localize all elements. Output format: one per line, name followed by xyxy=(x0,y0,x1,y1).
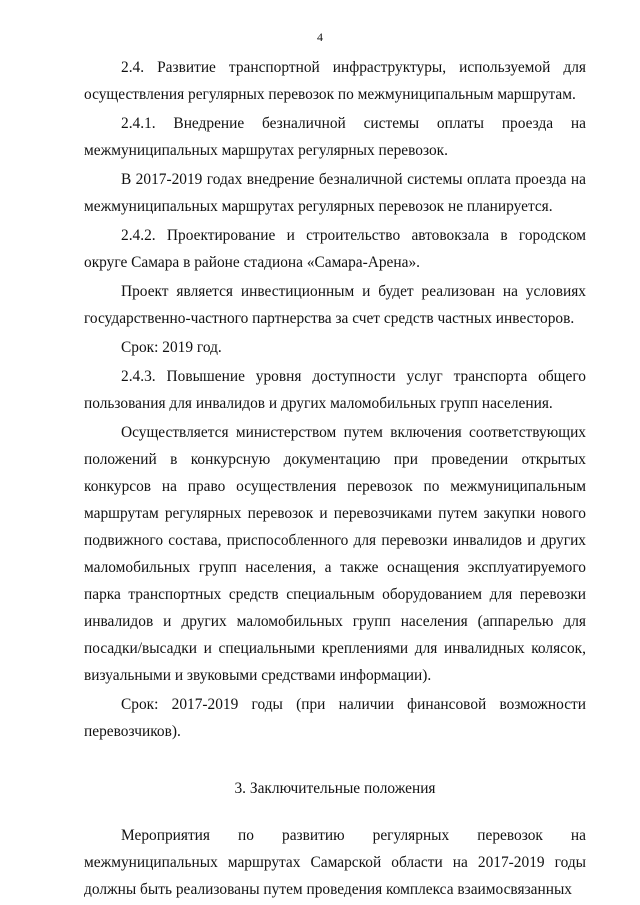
paragraph-2-4-2-text: Проект является инвестиционным и будет реализован на условиях государственно-частного партнерства за счет средств частных инвесторов. xyxy=(84,283,586,327)
paragraph-2-4-1: 2.4.1. Внедрение безналичной системы оплаты проезда на межмуниципальных маршрутах регулярных перевозок. xyxy=(84,115,586,159)
paragraph-2-4-3-deadline: Срок: 2017-2019 годы (при наличии финансовой возможности перевозчиков). xyxy=(84,696,586,740)
section-3-heading: 3. Заключительные положения xyxy=(234,780,436,797)
page-number: 4 xyxy=(317,30,323,44)
paragraph-2-4: 2.4. Развитие транспортной инфраструктуры, используемой для осуществления регулярных перевозок по межмуниципальным маршрутам. xyxy=(84,59,586,103)
document-body xyxy=(84,54,586,903)
paragraph-2-4-1-text: В 2017-2019 годах внедрение безналичной системы оплата проезда на межмуниципальных маршрутах регулярных перевозок не планируется. xyxy=(84,171,586,215)
paragraph-2-4-2-deadline: Срок: 2019 год. xyxy=(121,339,222,356)
paragraph-2-4-2: 2.4.2. Проектирование и строительство автовокзала в городском округе Самара в районе стадиона «Самара-Арена». xyxy=(84,227,586,271)
paragraph-2-4-3-text: Осуществляется министерством путем включения соответствующих положений в конкурсную документацию при проведении открытых конкурсов на право осуществления перевозок по межмуниципальным маршрутам регулярных перевозок и перевозчиками путем закупки нового подвижного состава, приспособленного для перевозки инвалидов и других маломобильных групп населения, а также оснащения эксплуатируемого парка транспортных средств специальным оборудованием для перевозки инвалидов и других маломобильных групп населения (аппарелью для посадки/высадки и специальными креплениями для инвалидных колясок, визуальными и звуковыми средствами информации). xyxy=(84,424,586,684)
section-3-paragraph: Мероприятия по развитию регулярных перевозок на межмуниципальных маршрутах Самарской области на 2017-2019 годы должны быть реализованы путем проведения комплекса взаимосвязанных xyxy=(84,827,586,898)
paragraph-2-4-3: 2.4.3. Повышение уровня доступности услуг транспорта общего пользования для инвалидов и других маломобильных групп населения. xyxy=(84,368,586,412)
